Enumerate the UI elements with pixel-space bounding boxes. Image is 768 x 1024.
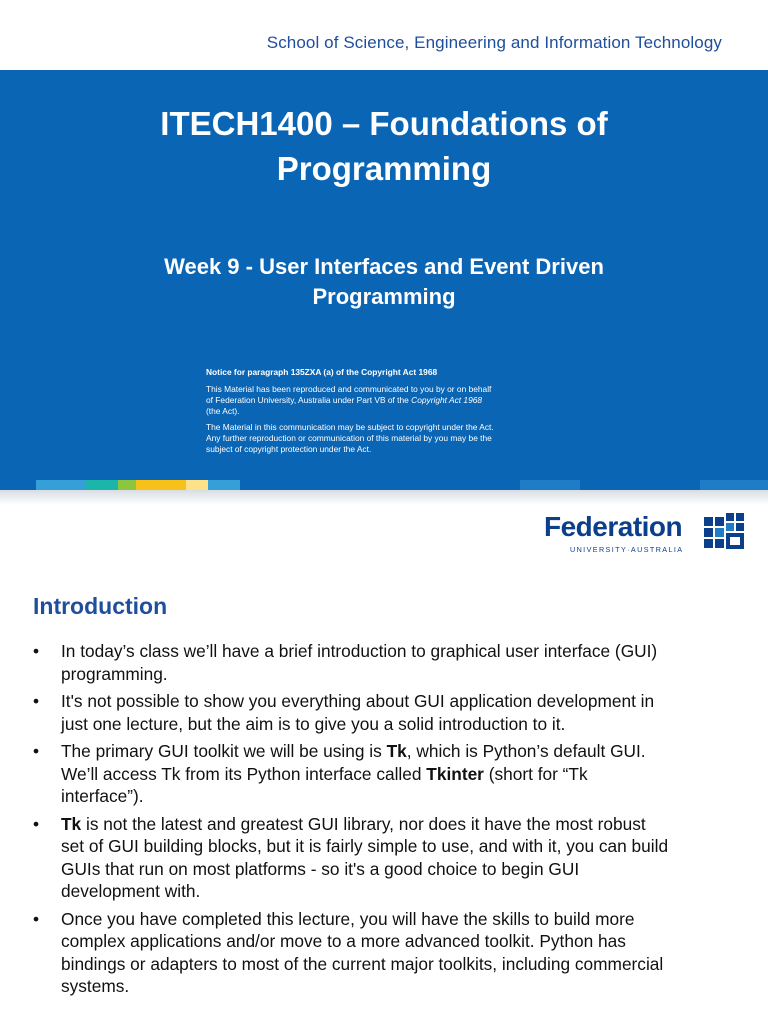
notice-line: (the Act). [206,406,240,416]
federation-crest-icon [704,513,744,551]
week-title-line: Programming [312,284,456,309]
list-item [33,640,743,685]
decorative-color-strip [0,480,768,490]
bullet-line: programming. [61,663,168,684]
school-name: School of Science, Engineering and Information Technology [266,33,722,52]
bullet-text: (short for “Tk [483,763,588,784]
copyright-notice-paragraph [206,422,576,455]
bullet-text: , which is Python’s default GUI. [406,741,646,761]
bullet-line: just one lecture, but the aim is to give you a solid introduction to it. [61,713,566,734]
bullet-line: bindings or adapters to most of the current major toolkits, including commercial [61,953,664,974]
logo-subtitle: UNIVERSITY·AUSTRALIA [570,545,684,554]
act-name: Copyright Act 1968 [411,395,483,405]
bullet-line: systems. [61,976,130,996]
notice-line: The Material in this communication may be subject to copyright under the Act. [206,422,494,432]
bullet-icon: • [33,813,40,834]
course-title-line: Programming [276,150,492,187]
list-item [33,740,743,808]
bullet-line [61,740,743,763]
notice-line: This Material has been reproduced and communicated to you by or on behalf [206,384,492,394]
course-title-line: ITECH1400 – Foundations of [160,105,608,142]
notice-line: Any further reproduction or communication of this material by you may be the [206,433,492,443]
bullet-line: Once you have completed this lecture, you will have the skills to build more [61,908,635,929]
bullet-line: complex applications and/or move to a more advanced toolkit. Python has [61,931,626,951]
bullet-line: set of GUI building blocks, but it is fairly simple to use, and with it, you can build [61,836,669,856]
bullet-icon: • [33,691,40,711]
federation-logo [544,511,744,553]
course-title [0,101,768,191]
term-tk: Tk [61,813,82,834]
bullet-icon: • [33,908,40,929]
list-item [33,813,743,903]
week-title-line: Week 9 - User Interfaces and Event Driven [164,254,604,279]
list-item [33,908,743,998]
bullet-line: It's not possible to show you everything about GUI application development in [61,691,655,711]
copyright-notice-heading: Notice for paragraph 135ZXA (a) of the Copyright Act 1968 [206,367,438,377]
bullet-line [61,813,743,836]
bullet-text: The primary GUI toolkit we will be using is [61,741,387,761]
bullet-icon: • [33,641,40,661]
bullet-list [33,640,743,1003]
logo-wordmark: Federation [544,511,683,542]
bullet-line: GUIs that run on most platforms - so it's a good choice to begin GUI [61,858,580,879]
title-slide [0,0,768,505]
bullet-line: development with. [61,881,201,901]
bullet-line: In today’s class we’ll have a brief introduction to graphical user interface (GUI) [61,641,658,661]
bullet-line [61,763,743,786]
section-title: Introduction [33,593,168,619]
copyright-notice-paragraph [206,384,576,417]
notice-line: subject of copyright protection under the Act. [206,444,372,454]
bullet-icon: • [33,741,40,761]
content-slide [0,505,768,1024]
bullet-text: is not the latest and greatest GUI library, nor does it have the most robust [81,813,646,834]
list-item [33,690,743,735]
copyright-notice [206,367,576,460]
strip-shadow [0,490,768,505]
bullet-text: We’ll access Tk from its Python interface called [61,763,427,784]
week-title [0,252,768,312]
bullet-line: interface”). [61,786,144,806]
term-tk: Tk [386,741,407,761]
term-tkinter: Tkinter [426,763,484,784]
notice-text: of Federation University, Australia under Part VB of the [206,395,412,405]
notice-line [206,395,576,406]
